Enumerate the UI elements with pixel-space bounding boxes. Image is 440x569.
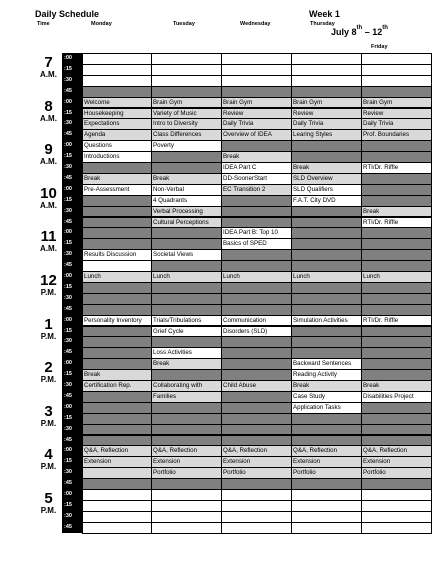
day-header-friday: Friday (371, 44, 388, 50)
hour-label (35, 142, 62, 166)
schedule-cell-friday: Break (361, 380, 432, 392)
schedule-cell-wednesday: Extension (221, 456, 292, 468)
schedule-cell-monday: Personality Inventory (82, 315, 152, 327)
hour-number: 5 (44, 490, 53, 507)
schedule-cell-friday: Extension (361, 456, 432, 468)
schedule-cell-thursday: Q&A, Reflection (291, 445, 362, 457)
hour-label (35, 317, 62, 341)
schedule-cell-friday: Brain Gym (361, 97, 432, 109)
date-sup-2: th (382, 25, 388, 31)
minute-label: :30 (62, 293, 82, 304)
hour-label (35, 55, 62, 79)
hour-number: 4 (44, 446, 53, 464)
minute-label: :45 (62, 522, 82, 533)
minute-label: :30 (62, 75, 82, 86)
schedule-cell-wednesday: Review (221, 108, 292, 120)
schedule-cell-thursday: F.A.T. City DVD (291, 195, 362, 207)
schedule-cell-wednesday: Daily Trivia (221, 118, 292, 130)
schedule-cell-tuesday: Variety of Music (151, 108, 222, 120)
date-end: – 12 (362, 27, 383, 37)
schedule-cell-friday: Review (361, 108, 432, 120)
schedule-cell-monday: Results Discussion (82, 249, 152, 261)
schedule-cell-wednesday: Disorders (SLD) (221, 326, 292, 338)
schedule-cell-wednesday: Communication (221, 315, 292, 327)
schedule-cell-thursday: SLD Overview (291, 173, 362, 185)
minute-label: :45 (62, 129, 82, 140)
schedule-cell-thursday: Daily Trivia (291, 118, 362, 130)
minute-label: :00 (62, 271, 82, 282)
minute-label: :15 (62, 326, 82, 337)
schedule-cell-tuesday: Societal Views (151, 249, 222, 261)
schedule-cell-thursday: Simulation Activities (291, 315, 362, 327)
minute-label: :30 (62, 336, 82, 347)
minute-label: :30 (62, 424, 82, 435)
schedule-cell-wednesday: Portfolio (221, 467, 292, 479)
date-range (331, 27, 388, 37)
minute-label: :15 (62, 456, 82, 467)
schedule-cell-monday: Pre-Assessment (82, 184, 152, 196)
minute-label: :00 (62, 184, 82, 195)
minute-label: :30 (62, 249, 82, 260)
schedule-cell-tuesday: Portfolio (151, 467, 222, 479)
minute-label: :45 (62, 260, 82, 271)
schedule-cell-tuesday: Extension (151, 456, 222, 468)
date-sup-1: th (356, 25, 363, 31)
minute-label: :15 (62, 369, 82, 380)
hour-number: 3 (44, 402, 53, 420)
hour-label (35, 404, 62, 428)
hour-period: A.M. (40, 244, 57, 254)
hour-number: 9 (44, 141, 53, 159)
minute-label: :15 (62, 413, 82, 424)
schedule-cell-monday: Welcome (82, 97, 152, 109)
schedule-cell-wednesday: Break (221, 151, 292, 163)
schedule-cell-tuesday: Families (151, 391, 222, 403)
hour-number: 1 (44, 315, 53, 333)
schedule-cell-wednesday: Child Abuse (221, 380, 292, 392)
schedule-cell-thursday: Portfolio (291, 467, 362, 479)
schedule-cell-wednesday: Overview of IDEA (221, 129, 292, 141)
hour-label (35, 447, 62, 471)
schedule-cell-friday: Q&A, Reflection (361, 445, 432, 457)
hour-period: P.M. (40, 462, 57, 472)
hour-label (35, 99, 62, 123)
hour-period: P.M. (40, 418, 57, 428)
minute-label: :45 (62, 347, 82, 358)
minute-label: :30 (62, 162, 82, 173)
minute-label: :00 (62, 315, 82, 326)
schedule-cell-wednesday: IDEA Part B: Top 10 (221, 227, 292, 239)
schedule-cell-monday: Certification Rep. (82, 380, 152, 392)
hour-period: A.M. (40, 157, 57, 167)
schedule-cell-friday: RTI/Dr. Riffle (361, 315, 432, 327)
schedule-cell-monday: Break (82, 173, 152, 185)
minute-label: :45 (62, 478, 82, 489)
minute-label: :15 (62, 151, 82, 162)
hour-label (35, 491, 62, 515)
minute-label: :00 (62, 402, 82, 413)
schedule-cell-friday: Break (361, 206, 432, 218)
minute-label: :30 (62, 511, 82, 522)
schedule-cell-thursday: Break (291, 162, 362, 174)
hour-number: 12 (40, 272, 57, 289)
schedule-cell-tuesday: Intro to Diversity (151, 118, 222, 130)
schedule-cell-wednesday: DD-SoonerStart (221, 173, 292, 185)
minute-label: :45 (62, 217, 82, 228)
date-start: July 8 (331, 27, 357, 37)
schedule-cell-tuesday: Break (151, 358, 222, 370)
minute-label: :00 (62, 97, 82, 108)
schedule-cell-wednesday: Brain Gym (221, 97, 292, 109)
minute-label: :15 (62, 500, 82, 511)
minute-label: :30 (62, 467, 82, 478)
schedule-cell-wednesday: IDEA Part C (221, 162, 292, 174)
schedule-cell-friday: RTI/Dr. Riffle (361, 217, 432, 229)
schedule-cell-friday: Daily Trivia (361, 118, 432, 130)
hour-period: P.M. (40, 288, 57, 297)
schedule-cell-monday: Expectations (82, 118, 152, 130)
minute-label: :00 (62, 53, 82, 64)
schedule-cell-thursday: Brain Gym (291, 97, 362, 109)
schedule-cell-thursday: Break (291, 380, 362, 392)
schedule-cell-tuesday: Non-Verbal (151, 184, 222, 196)
schedule-cell-wednesday: Q&A, Reflection (221, 445, 292, 457)
schedule-cell-monday: Housekeeping (82, 108, 152, 120)
minute-label: :00 (62, 140, 82, 151)
hour-period: A.M. (40, 200, 57, 210)
minute-label: :15 (62, 64, 82, 75)
schedule-cell-thursday: Lunch (291, 271, 362, 283)
hour-label (35, 360, 62, 384)
schedule-cell-monday: Q&A, Reflection (82, 445, 152, 457)
schedule-cell-monday: Introductions (82, 151, 152, 163)
day-header-monday: Monday (91, 21, 112, 27)
schedule-cell-thursday: SLD Qualifiers (291, 184, 362, 196)
schedule-cell-wednesday: Lunch (221, 271, 292, 283)
schedule-cell-monday: Lunch (82, 271, 152, 283)
hour-label (35, 186, 62, 210)
schedule-cell-wednesday (221, 522, 292, 534)
minute-label: :00 (62, 445, 82, 456)
minute-label: :45 (62, 173, 82, 184)
hour-number: 2 (44, 359, 53, 377)
minute-label: :15 (62, 238, 82, 249)
schedule-cell-tuesday: Class Differences (151, 129, 222, 141)
minute-label: :15 (62, 108, 82, 119)
schedule-cell-tuesday: Verbal Processing (151, 206, 222, 218)
schedule-cell-tuesday: Trials/Tribulations (151, 315, 222, 327)
hour-period: A.M. (40, 70, 57, 79)
schedule-cell-monday: Questions (82, 140, 152, 152)
minute-label: :15 (62, 282, 82, 293)
hour-label (35, 273, 62, 297)
schedule-cell-friday: Portfolio (361, 467, 432, 479)
hour-period: A.M. (40, 113, 57, 123)
minute-label: :30 (62, 206, 82, 217)
minute-label: :45 (62, 391, 82, 402)
schedule-cell-tuesday: Brain Gym (151, 97, 222, 109)
schedule-cell-thursday: Reading Activity (291, 369, 362, 381)
minute-label: :45 (62, 304, 82, 315)
hour-number: 8 (44, 97, 53, 115)
schedule-cell-thursday: Case Study (291, 391, 362, 403)
week-label: Week 1 (309, 9, 340, 19)
minute-label: :30 (62, 380, 82, 391)
schedule-cell-thursday (291, 522, 362, 534)
hour-number: 10 (40, 184, 57, 202)
hour-number: 7 (44, 54, 53, 71)
schedule-cell-wednesday: EC Transition 2 (221, 184, 292, 196)
schedule-cell-friday: RTI/Dr. Riffle (361, 162, 432, 174)
hour-period: P.M. (40, 331, 57, 341)
schedule-cell-tuesday: Break (151, 173, 222, 185)
schedule-cell-wednesday: Basics of SPED (221, 238, 292, 250)
schedule-cell-friday (361, 522, 432, 534)
minute-label: :00 (62, 358, 82, 369)
hour-number: 11 (40, 228, 57, 246)
minute-label: :45 (62, 435, 82, 446)
schedule-title: Daily Schedule (35, 9, 100, 19)
time-column-header: Time (37, 21, 50, 27)
schedule-cell-thursday: Review (291, 108, 362, 120)
hour-label (35, 229, 62, 253)
minute-label: :00 (62, 227, 82, 238)
schedule-cell-tuesday: Collaborating with (151, 380, 222, 392)
day-header-tuesday: Tuesday (173, 21, 195, 27)
schedule-cell-tuesday: Loss Activities (151, 347, 222, 359)
minute-label: :00 (62, 489, 82, 500)
schedule-cell-thursday: Extension (291, 456, 362, 468)
schedule-cell-monday: Break (82, 369, 152, 381)
schedule-cell-tuesday: Lunch (151, 271, 222, 283)
schedule-cell-thursday: Learing Styles (291, 129, 362, 141)
hour-period: P.M. (40, 375, 57, 385)
day-header-thursday: Thursday (310, 21, 335, 27)
schedule-cell-thursday: Backward Sentences (291, 358, 362, 370)
schedule-cell-monday: Agenda (82, 129, 152, 141)
schedule-cell-tuesday: 4 Quadrants (151, 195, 222, 207)
minute-label: :30 (62, 118, 82, 129)
schedule-cell-tuesday: Grief Cycle (151, 326, 222, 338)
schedule-cell-tuesday (151, 522, 222, 534)
schedule-cell-friday: Prof. Boundaries (361, 129, 432, 141)
minute-label: :45 (62, 86, 82, 97)
schedule-cell-friday: Lunch (361, 271, 432, 283)
schedule-cell-monday: Extension (82, 456, 152, 468)
hour-period: P.M. (40, 506, 57, 515)
schedule-cell-tuesday: Poverty (151, 140, 222, 152)
schedule-cell-monday (82, 522, 152, 534)
schedule-cell-thursday: Application Tasks (291, 402, 362, 414)
schedule-cell-tuesday: Cultural Perceptions (151, 217, 222, 229)
schedule-cell-tuesday: Q&A, Reflection (151, 445, 222, 457)
schedule-cell-friday: Disabilities Project (361, 391, 432, 403)
minute-label: :15 (62, 195, 82, 206)
day-header-wednesday: Wednesday (240, 21, 271, 27)
